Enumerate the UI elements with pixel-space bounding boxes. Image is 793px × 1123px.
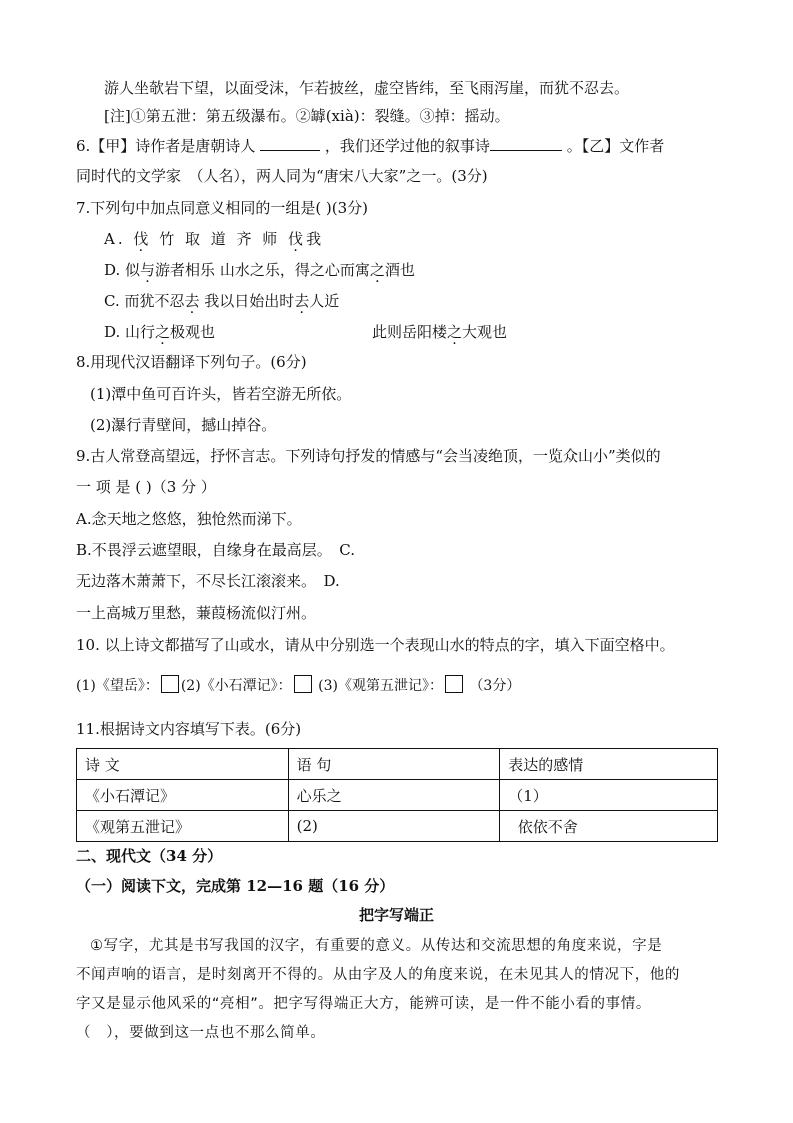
table-cell-answer[interactable]: （1） <box>500 780 718 811</box>
question-7-stem: 7.下列句中加点同意义相同的一组是( )(3分) <box>76 199 369 217</box>
question-9-line1: 9.古人常登高望远，抒怀言志。下列诗句抒发的情感与“会当凌绝顶，一览众山小”类似的 <box>76 447 661 465</box>
q10-score: （3分） <box>469 678 521 694</box>
question-7-option-d2-right: 此则岳阳楼之大观也 <box>372 323 508 341</box>
question-7-option-d1: D. 似与游者相乐 山水之乐，得之心而寓之酒也 <box>104 261 415 279</box>
q6-part3: 。【乙】文作者 <box>566 137 665 155</box>
question-6-line1 <box>76 136 664 156</box>
q6-part2: ，我们还学过他的叙事诗 <box>324 137 490 155</box>
question-9-option-b: B.不畏浮云遮望眼，自缘身在最高层。 C. <box>76 541 356 559</box>
question-10-answers <box>76 675 520 696</box>
table-row <box>77 811 718 842</box>
q10-prompt-2: (2)《小石潭记》： <box>180 678 292 694</box>
essay-title: 把字写端正 <box>358 906 434 924</box>
subsection-1-heading: （一）阅读下文，完成第 12—16 题（16 分） <box>76 877 395 895</box>
q10-answer-box-3[interactable] <box>445 675 463 693</box>
q6-blank-poet[interactable] <box>260 136 320 151</box>
q10-prompt-1: (1)《望岳》： <box>76 678 159 694</box>
question-9-option-a: A.念天地之悠悠，独怆然而涕下。 <box>76 510 302 528</box>
table-cell: 《观第五泄记》 <box>77 811 289 842</box>
question-10-stem: 10. 以上诗文都描写了山或水，请从中分别选一个表现山水的特点的字，填入下面空格中。 <box>76 636 675 654</box>
essay-line: 不闻声响的语言，是时刻离开不得的。从由字及人的角度来说，在未见其人的情况下，他的 <box>76 967 680 983</box>
question-7-option-c: C. 而犹不忍去 我以日始出时去人近 <box>104 292 340 310</box>
question-8-stem: 8.用现代汉语翻译下列句子。(6分) <box>76 353 307 371</box>
passage-end: 游人坐欹岩下望，以面受沫，乍若披丝，虚空皆纬，至飞雨泻崖，而犹不忍去。 <box>104 79 630 97</box>
table-cell: 依依不舍 <box>500 811 718 842</box>
question-11-table <box>76 748 718 842</box>
q10-prompt-3: (3)《观第五泄记》： <box>318 678 443 694</box>
q10-answer-box-1[interactable] <box>161 675 179 693</box>
q6-blank-poem[interactable] <box>490 136 562 151</box>
question-9-option-d: 一上高城万里愁，蒹葭杨流似汀州。 <box>76 604 317 622</box>
q10-answer-box-2[interactable] <box>294 675 312 693</box>
section-2-heading: 二、现代文（34 分） <box>76 847 223 865</box>
essay-line: （ ），要做到这一点也不那么简单。 <box>76 1025 326 1041</box>
table-header-cell: 诗 文 <box>77 749 289 780</box>
table-cell: 《小石潭记》 <box>77 780 289 811</box>
table-header-cell: 表达的感情 <box>500 749 718 780</box>
table-cell: 心乐之 <box>288 780 500 811</box>
question-7-option-a: A. 伐 竹 取 道 齐 师 伐我 <box>104 230 325 248</box>
annotation-note: [注]①第五泄：第五级瀑布。②罅(xià)：裂缝。③掉：摇动。 <box>104 107 510 125</box>
table-cell-answer[interactable]: (2) <box>288 811 500 842</box>
question-7-option-d2: D. 山行之极观也 <box>104 323 216 341</box>
essay-line: 字又是显示他风采的“亮相”。把字写得端正大方，能辨可读，是一件不能小看的事情。 <box>76 996 651 1012</box>
q7-a-dotted-1: 伐 <box>133 230 152 248</box>
essay-line: ①写字，尤其是书写我国的汉字，有重要的意义。从传达和交流思想的角度来说，字是 <box>90 938 663 954</box>
question-8-sentence-1: (1)潭中鱼可百许头，皆若空游无所依。 <box>90 385 352 403</box>
question-6-line2: 同时代的文学家 （人名），两人同为“唐宋八大家”之一。(3分) <box>76 167 488 185</box>
question-9-option-c: 无边落木萧萧下，不尽长江滚滚来。 D. <box>76 572 340 590</box>
question-11-stem: 11.根据诗文内容填写下表。(6分) <box>76 720 302 738</box>
table-row <box>77 780 718 811</box>
question-9-line2: 一 项 是 ( )（3 分 ） <box>76 478 216 496</box>
table-header-cell: 语 句 <box>288 749 500 780</box>
q6-part1: 6.【甲】诗作者是唐朝诗人 <box>76 137 256 155</box>
q7-a-dotted-2: 伐 <box>288 230 307 248</box>
table-header-row <box>77 749 718 780</box>
question-8-sentence-2: (2)瀑行青壁间，撼山掉谷。 <box>90 416 277 434</box>
